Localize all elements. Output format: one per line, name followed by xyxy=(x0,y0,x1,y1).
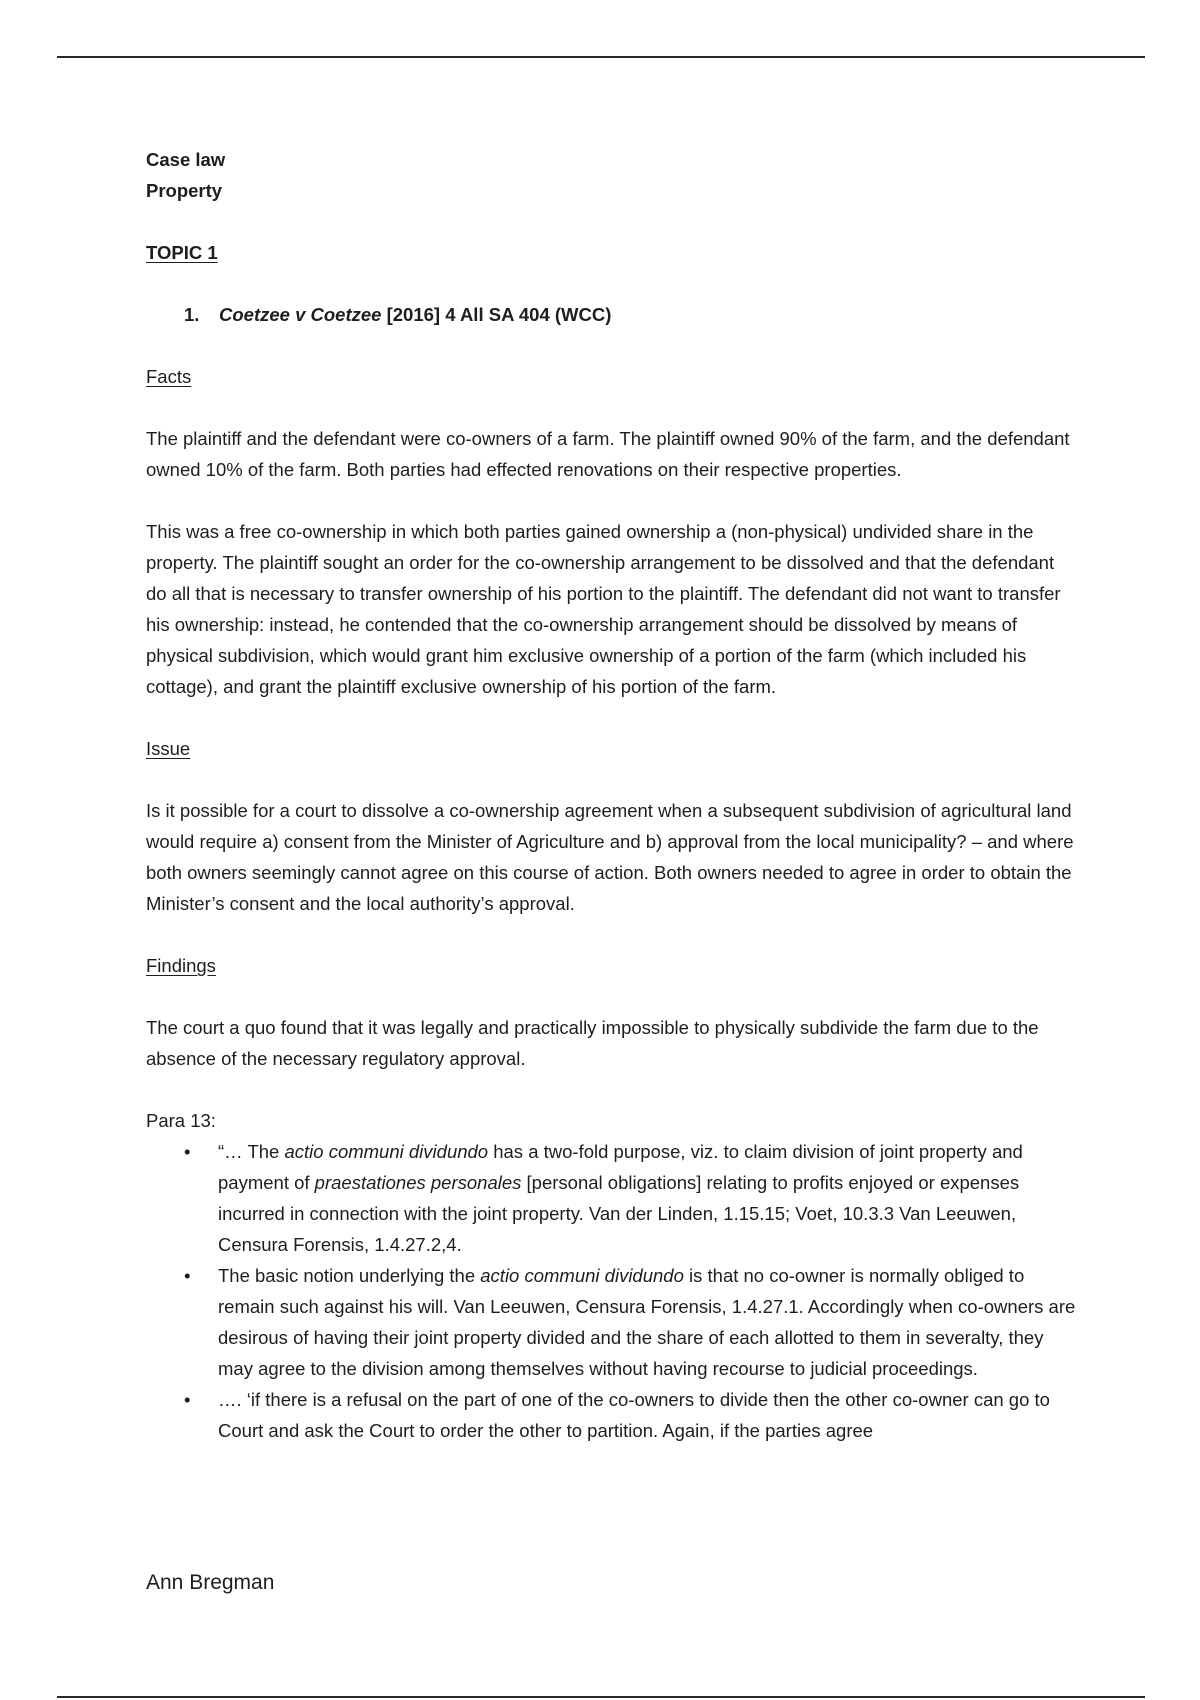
quote-item: • …. ‘if there is a refusal on the part of one of the co-owners to divide then the other co-owner can go to Court and ask the Court to order the other to partition. Again, if the parties agree xyxy=(146,1384,1076,1446)
findings-paragraph: The court a quo found that it was legally and practically impossible to physically subdivide the farm due to the absence of the necessary regulatory approval. xyxy=(146,1017,1039,1069)
quote-list xyxy=(146,1136,1076,1446)
findings-heading: Findings xyxy=(146,955,216,976)
facts-heading: Facts xyxy=(146,366,192,387)
issue-paragraph: Is it possible for a court to dissolve a co-ownership agreement when a subsequent subdivision of agricultural land would require a) consent from the Minister of Agriculture and b) approval from the local municipality? – and where both owners seemingly cannot agree on this course of action. Both owners needed to agree in order to obtain the Minister’s consent and the local authority’s approval. xyxy=(146,800,1074,914)
top-rule xyxy=(57,56,1145,58)
footer-author: Ann Bregman xyxy=(146,1571,275,1594)
bottom-rule xyxy=(57,1696,1145,1698)
doc-title-line2: Property xyxy=(146,180,223,201)
document-body xyxy=(146,144,1076,1446)
issue-heading: Issue xyxy=(146,738,191,759)
facts-paragraph-1: The plaintiff and the defendant were co-owners of a farm. The plaintiff owned 90% of the farm, and the defendant owned 10% of the farm. Both parties had effected renovations on their respective properties. xyxy=(146,428,1070,480)
facts-paragraph-2: This was a free co-ownership in which both parties gained ownership a (non-physical) undivided share in the property. The plaintiff sought an order for the co-ownership arrangement to be dissolved and that the defendant do all that is necessary to transfer ownership of his portion to the plaintiff. The defendant did not want to transfer his ownership: instead, he contended that the co-ownership arrangement should be dissolved by means of physical subdivision, which would grant him exclusive ownership of a portion of the farm (which included his cottage), and grant the plaintiff exclusive ownership of his portion of the farm. xyxy=(146,521,1061,697)
case-name: Coetzee v Coetzee xyxy=(219,304,382,325)
quote-item: • The basic notion underlying the actio communi dividundo is that no co-owner is normally obliged to remain such against his will. Van Leeuwen, Censura Forensis, 1.4.27.1. Accordingly when co-owners are desirous of having their joint property divided and the share of each allotted to them in severalty, they may agree to the division among themselves without having recourse to judicial proceedings. xyxy=(146,1260,1076,1384)
quote-item: • “… The actio communi dividundo has a two-fold purpose, viz. to claim division of joint property and payment of praestationes personales [personal obligations] relating to profits enjoyed or expenses incurred in connection with the joint property. Van der Linden, 1.15.15; Voet, 10.3.3 Van Leeuwen, Censura Forensis, 1.4.27.2,4. xyxy=(146,1136,1076,1260)
para-label: Para 13: xyxy=(146,1110,216,1131)
topic-heading: TOPIC 1 xyxy=(146,242,218,263)
case-citation: [2016] 4 All SA 404 (WCC) xyxy=(381,304,612,325)
case-number: 1. xyxy=(184,304,200,325)
case-heading xyxy=(184,299,1076,330)
doc-title-line1: Case law xyxy=(146,149,226,170)
